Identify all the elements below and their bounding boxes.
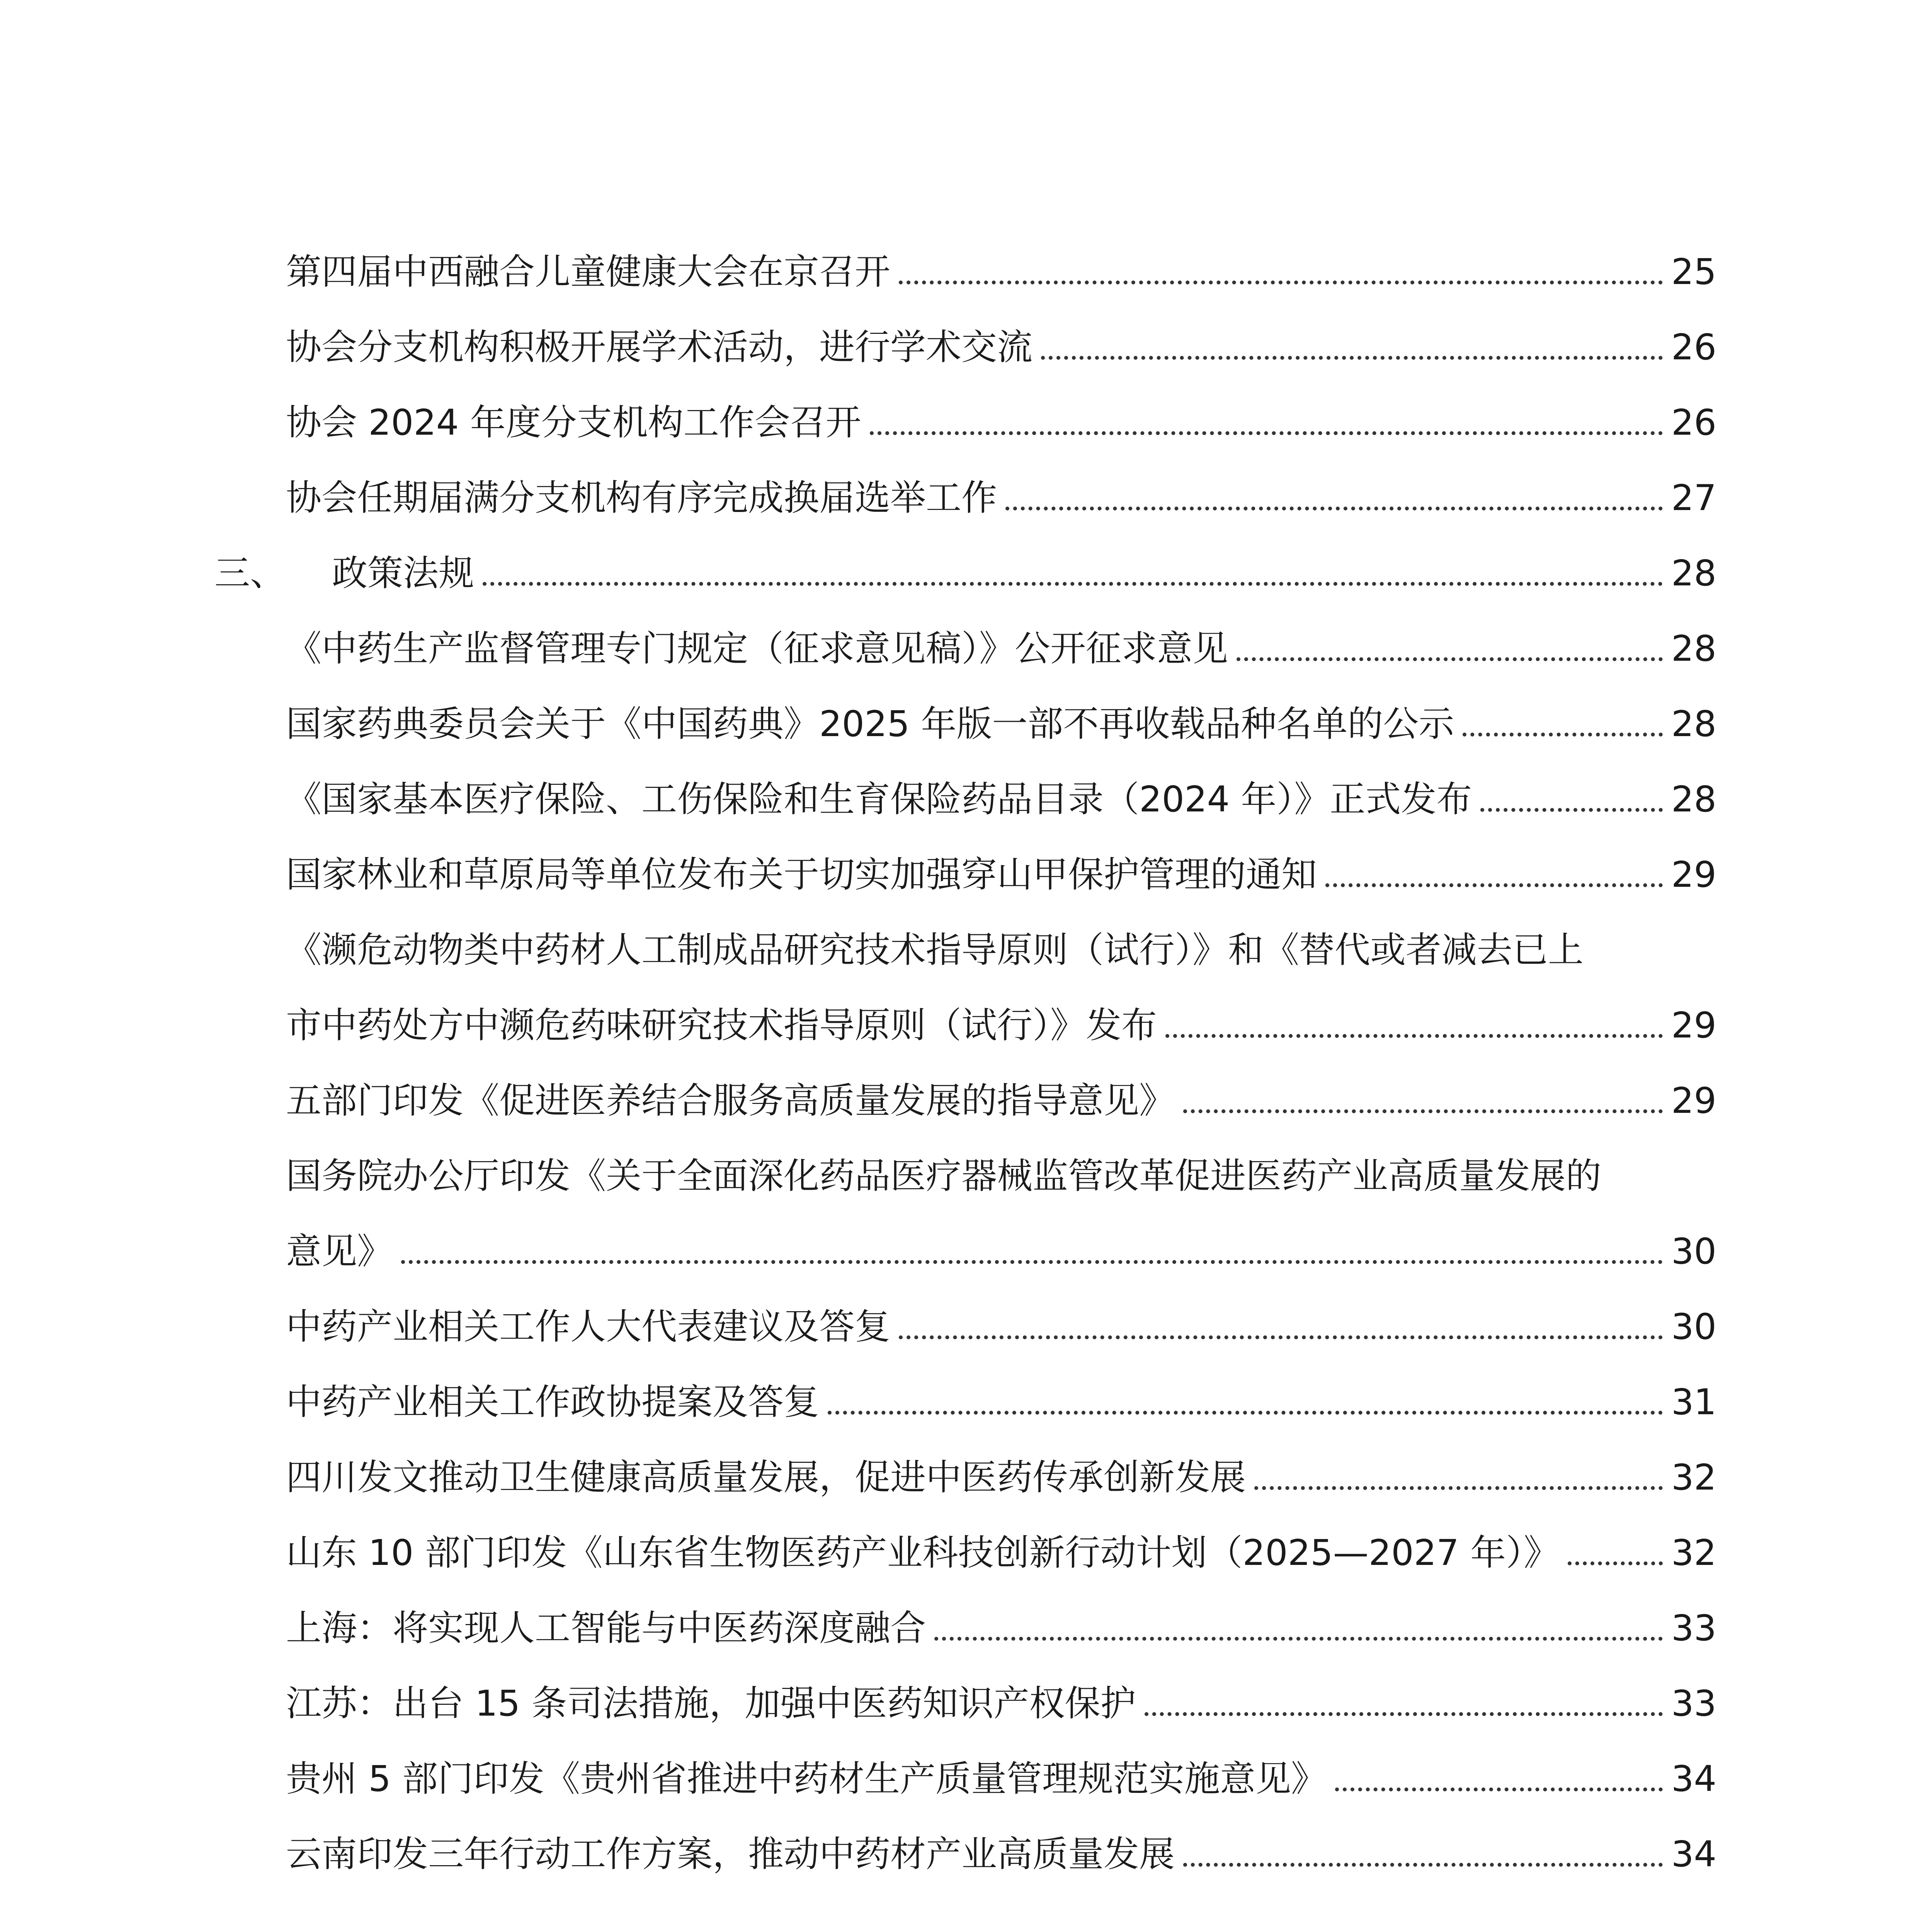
dot-leader	[899, 1335, 1663, 1339]
toc-entry-title: 政策法规	[332, 553, 475, 594]
toc-entry[interactable]	[286, 398, 1717, 443]
dot-leader	[1165, 1034, 1663, 1038]
toc-entry-page: 31	[1671, 1381, 1717, 1423]
dot-leader	[1568, 1561, 1663, 1565]
toc-entry-title-line1[interactable]: 国务院办公厅印发《关于全面深化药品医疗器械监管改革促进医药产业高质量发展的	[286, 1155, 1602, 1197]
toc-entry[interactable]	[286, 247, 1717, 293]
dot-leader	[401, 1260, 1663, 1264]
toc-section-heading[interactable]	[214, 549, 1717, 594]
toc-entry-page: 32	[1671, 1457, 1717, 1498]
dot-leader	[828, 1411, 1663, 1415]
toc-entry-title: 协会分支机构积极开展学术活动，进行学术交流	[286, 327, 1033, 368]
toc-entry-page: 34	[1671, 1833, 1717, 1875]
dot-leader	[483, 582, 1663, 586]
toc-entry-page: 34	[1671, 1758, 1717, 1799]
toc-entry-title: 市中药处方中濒危药味研究技术指导原则（试行）》发布	[286, 1005, 1157, 1046]
toc-entry-title: 中药产业相关工作政协提案及答复	[286, 1381, 820, 1423]
toc-entry-title: 《国家基本医疗保险、工伤保险和生育保险药品目录（2024 年）》正式发布	[286, 779, 1472, 820]
toc-entry[interactable]	[286, 473, 1717, 519]
toc-entry-page: 28	[1671, 779, 1717, 820]
dot-leader	[1005, 507, 1663, 510]
dot-leader	[1254, 1486, 1663, 1490]
toc-entry-title: 上海：将实现人工智能与中医药深度融合	[286, 1607, 926, 1649]
toc-entry[interactable]	[286, 1604, 1717, 1649]
dot-leader	[1145, 1712, 1663, 1716]
toc-entry-title: 贵州 5 部门印发《贵州省推进中药材生产质量管理规范实施意见》	[286, 1758, 1327, 1799]
toc-entry-page: 30	[1671, 1231, 1717, 1272]
section-number: 三、	[214, 553, 286, 594]
toc-entry[interactable]	[286, 850, 1716, 893]
toc-entry-title: 江苏：出台 15 条司法措施，加强中医药知识产权保护	[286, 1683, 1136, 1724]
toc-entry-page: 28	[1671, 703, 1717, 745]
toc-entry-title-line1[interactable]: 《濒危动物类中药材人工制成品研究技术指导原则（试行）》和《替代或者减去已上	[286, 929, 1584, 971]
toc-entry[interactable]	[286, 1227, 1717, 1272]
toc-entry-page: 29	[1671, 1080, 1717, 1121]
dot-leader	[1480, 808, 1663, 812]
dot-leader	[1463, 733, 1663, 736]
toc-entry[interactable]	[286, 624, 1716, 667]
toc-entry-title: 《中药生产监督管理专门规定（征求意见稿）》公开征求意见	[286, 628, 1228, 669]
toc-entry[interactable]	[286, 699, 1717, 745]
toc-entry[interactable]	[286, 1302, 1716, 1345]
toc-entry-title: 五部门印发《促进医养结合服务高质量发展的指导意见》	[286, 1080, 1175, 1121]
toc-entry[interactable]	[286, 1076, 1716, 1119]
toc-entry[interactable]	[286, 1378, 1717, 1423]
toc-entry-page: 29	[1671, 1005, 1717, 1046]
dot-leader	[1335, 1787, 1663, 1791]
toc-entry-page: 26	[1671, 402, 1717, 443]
toc-entry-page: 33	[1671, 1607, 1717, 1649]
toc-entry-title: 意见》	[286, 1231, 393, 1272]
toc-entry[interactable]	[286, 1453, 1717, 1498]
toc-entry[interactable]	[286, 323, 1717, 368]
dot-leader	[1183, 1863, 1663, 1867]
toc-entry-page: 27	[1671, 477, 1717, 519]
toc-entry-title: 国家林业和草原局等单位发布关于切实加强穿山甲保护管理的通知	[286, 854, 1317, 895]
toc-entry-title: 中药产业相关工作人大代表建议及答复	[286, 1306, 891, 1347]
dot-leader	[1325, 883, 1663, 887]
dot-leader	[1041, 356, 1663, 360]
toc-entry-page: 25	[1671, 251, 1717, 293]
dot-leader	[870, 431, 1663, 435]
toc-entry-title: 协会任期届满分支机构有序完成换届选举工作	[286, 477, 997, 519]
toc-entry[interactable]	[286, 1754, 1716, 1797]
dot-leader	[1237, 657, 1663, 661]
toc-entry-page: 32	[1671, 1532, 1717, 1573]
toc-entry[interactable]	[286, 1001, 1717, 1046]
toc-entry[interactable]	[286, 1679, 1717, 1724]
toc-entry-title: 第四届中西融合儿童健康大会在京召开	[286, 251, 891, 293]
toc-entry[interactable]	[286, 775, 1717, 820]
toc-entry[interactable]	[286, 1528, 1716, 1571]
toc-entry[interactable]	[286, 1830, 1717, 1875]
dot-leader	[1183, 1109, 1663, 1113]
toc-entry-title: 云南印发三年行动工作方案，推动中药材产业高质量发展	[286, 1833, 1175, 1875]
toc-entry-page: 29	[1671, 854, 1717, 895]
toc-entry-page: 28	[1671, 553, 1717, 594]
toc-entry-page: 33	[1671, 1683, 1717, 1724]
dot-leader	[899, 281, 1663, 284]
toc-entry-page: 26	[1671, 327, 1717, 368]
toc-entry-page: 28	[1671, 628, 1717, 669]
toc-entry-page: 30	[1671, 1306, 1717, 1347]
toc-entry-title: 国家药典委员会关于《中国药典》2025 年版一部不再收载品种名单的公示	[286, 703, 1454, 745]
toc-entry-title: 山东 10 部门印发《山东省生物医药产业科技创新行动计划（2025—2027 年）》	[286, 1532, 1560, 1573]
dot-leader	[934, 1637, 1663, 1641]
toc-entry-title: 四川发文推动卫生健康高质量发展，促进中医药传承创新发展	[286, 1457, 1246, 1498]
toc-entry-title: 协会 2024 年度分支机构工作会召开	[286, 402, 861, 443]
